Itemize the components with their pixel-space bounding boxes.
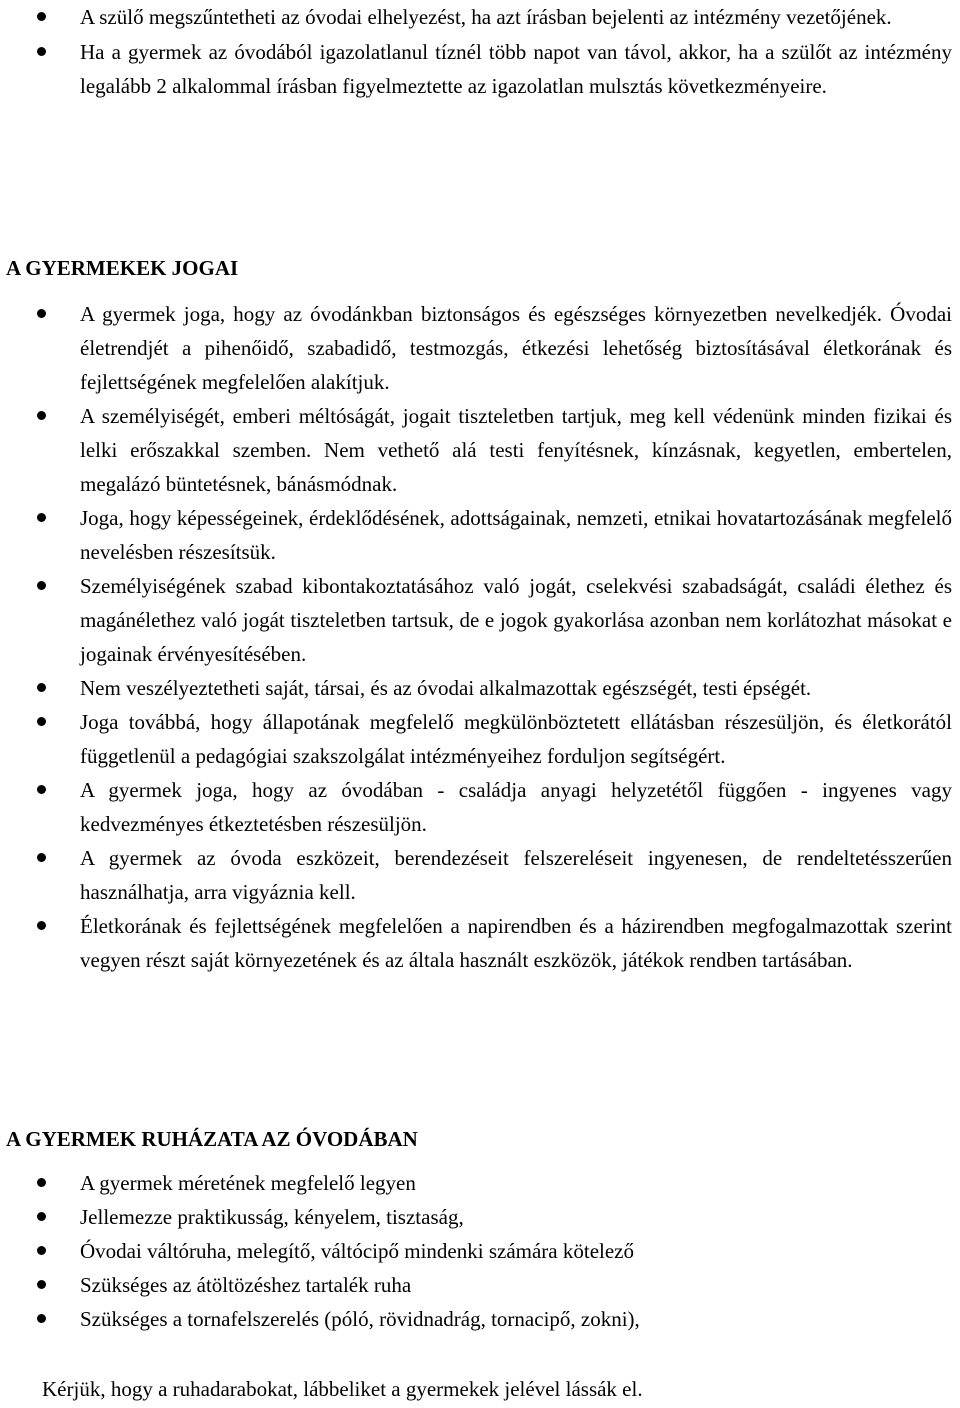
list-item: Jellemezze praktikusság, kényelem, tisztaság, <box>0 1200 956 1234</box>
closing-note: Kérjük, hogy a ruhadarabokat, lábbeliket a gyermekek jelével lássák el. <box>42 1377 643 1401</box>
list-item: A személyiségét, emberi méltóságát, jogait tiszteletben tartjuk, meg kell védenünk minden fizikai és lelki erőszakkal szemben. Nem vethető alá testi fenyítésnek, kínzásnak, kegyetlen, embertelen, megalázó büntetésnek, bánásmódnak. <box>0 399 956 501</box>
list-item: A szülő megszűntetheti az óvodai elhelyezést, ha azt írásban bejelenti az intézmény vezetőjének. <box>0 0 956 34</box>
list-item: Életkorának és fejlettségének megfelelően a napirendben és a házirendben megfogalmazottak szerint vegyen részt saját környezetének és az általa használt eszközök, játékok rendben tartásában. <box>0 909 956 977</box>
list-item: Szükséges az átöltözéshez tartalék ruha <box>0 1268 956 1302</box>
list-item: Óvodai váltóruha, melegítő, váltócipő mindenki számára kötelező <box>0 1234 956 1268</box>
list-item: Szükséges a tornafelszerelés (póló, rövidnadrág, tornacipő, zokni), <box>0 1302 956 1336</box>
list-item: Ha a gyermek az óvodából igazolatlanul tíznél több napot van távol, akkor, ha a szülőt az intézmény legalább 2 alkalommal írásban figyelmeztette az igazolatlan mulsztás következményeire. <box>0 35 956 103</box>
list-item: Joga, hogy képességeinek, érdeklődésének, adottságainak, nemzeti, etnikai hovatartozásának megfelelő nevelésben részesítsük. <box>0 501 956 569</box>
list-item: Személyiségének szabad kibontakoztatásához való jogát, cselekvési szabadságát, családi élethez és magánélethez való jogát tiszteletben tartsuk, de e jogok gyakorlása azonban nem korlátozhat másokat e jogainak érvényesítésében. <box>0 569 956 671</box>
section-heading-clothing: A GYERMEK RUHÁZATA AZ ÓVODÁBAN <box>6 1127 418 1151</box>
rights-list <box>0 297 956 977</box>
list-item: Nem veszélyeztetheti saját, társai, és az óvodai alkalmazottak egészségét, testi épségét. <box>0 671 956 705</box>
section-heading-rights: A GYERMEKEK JOGAI <box>6 256 239 280</box>
clothing-list <box>0 1166 956 1336</box>
list-item: A gyermek az óvoda eszközeit, berendezéseit felszereléseit ingyenesen, de rendeltetésszerűen használhatja, arra vigyáznia kell. <box>0 841 956 909</box>
list-item: A gyermek joga, hogy az óvodában - családja anyagi helyzetétől függően - ingyenes vagy kedvezményes étkeztetésben részesüljön. <box>0 773 956 841</box>
intro-list <box>0 0 956 103</box>
list-item: A gyermek méretének megfelelő legyen <box>0 1166 956 1200</box>
list-item: Joga továbbá, hogy állapotának megfelelő megkülönböztetett ellátásban részesüljön, és életkorától függetlenül a pedagógiai szakszolgálat intézményeihez forduljon segítségért. <box>0 705 956 773</box>
list-item: A gyermek joga, hogy az óvodánkban biztonságos és egészséges környezetben nevelkedjék. Óvodai életrendjét a pihenőidő, szabadidő, testmozgás, étkezési lehetőség biztosításával életkorának és fejlettségének megfelelően alakítjuk. <box>0 297 956 399</box>
